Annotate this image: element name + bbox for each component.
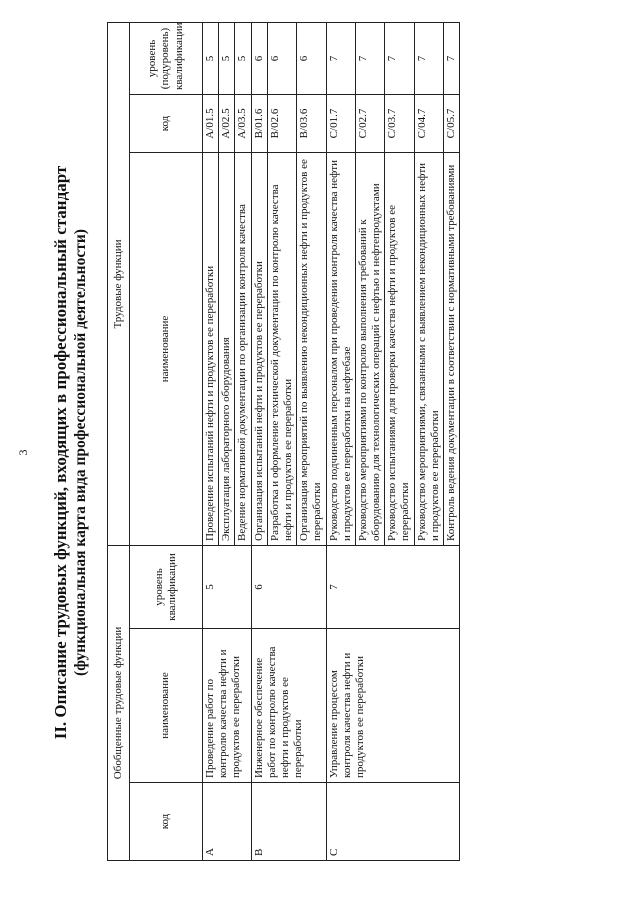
labor-function-name: Разработка и оформление технической документации по контролю качества нефти и продуктов ее переработки [267,152,296,545]
section-subtitle: (функциональная карта вида профессиональной деятельности) [72,229,89,676]
labor-function-code: А/02.5 [219,94,235,152]
labor-function-code: А/01.5 [203,94,219,152]
labor-function-code: В/03.6 [297,94,326,152]
labor-function-code: С/05.7 [444,94,460,152]
labor-function-level: 5 [203,22,219,94]
labor-function-name: Эксплуатация лабораторного оборудования [219,152,235,545]
labor-function-code: С/02.7 [355,94,384,152]
labor-function-level: 7 [385,22,414,94]
labor-function-level: 7 [355,22,384,94]
header-name: наименование [130,629,203,783]
header-sublevel: уровень (подуровень) квалификации [130,22,203,94]
generalized-level: 7 [326,545,460,628]
functions-table [107,22,460,861]
generalized-level: 6 [251,545,326,628]
labor-function-level: 6 [297,22,326,94]
header-qualification-level: уровень квалификации [130,545,203,628]
table-row [203,22,219,860]
labor-function-code: С/03.7 [385,94,414,152]
table-header-main [108,22,130,860]
labor-function-level: 7 [444,22,460,94]
section-title: II. Описание трудовых функций, входящих в профессиональный стандарт [51,165,70,740]
labor-function-level: 5 [219,22,235,94]
header-function-name: наименование [130,152,203,545]
labor-function-name: Руководство мероприятиями, связанными с выявлением некондиционных нефти и продуктов ее переработки [414,152,443,545]
generalized-name: Проведение работ по контролю качества нефти и продуктов ее переработки [203,629,252,783]
header-code: код [130,783,203,861]
labor-function-code: В/01.6 [251,94,267,152]
generalized-name: Инженерное обеспечение работ по контролю качества нефти и продуктов ее переработки [251,629,326,783]
labor-function-name: Организация мероприятий по выявлению некондиционных нефти и продуктов ее переработки [297,152,326,545]
labor-function-code: С/01.7 [326,94,355,152]
labor-function-name: Руководство подчиненным персоналом при проведении контроля качества нефти и продуктов ее переработки на нефтебазе [326,152,355,545]
generalized-code: А [203,783,252,861]
labor-function-name: Контроль ведения документации в соответствии с нормативными требованиями [444,152,460,545]
table-header-sub [130,22,203,860]
labor-function-level: 6 [267,22,296,94]
table-row [251,22,267,860]
generalized-level: 5 [203,545,252,628]
header-labor-functions: Трудовые функции [108,22,130,545]
labor-function-name: Проведение испытаний нефти и продуктов ее переработки [203,152,219,545]
labor-function-code: С/04.7 [414,94,443,152]
labor-function-level: 7 [414,22,443,94]
labor-function-name: Организация испытаний нефти и продуктов ее переработки [251,152,267,545]
labor-function-name: Руководство испытаниями для проверки качества нефти и продуктов ее переработки [385,152,414,545]
header-generalized-functions: Обобщенные трудовые функции [108,545,130,860]
labor-function-code: А/03.5 [235,94,251,152]
labor-function-level: 7 [326,22,355,94]
header-function-code: код [130,94,203,152]
labor-function-level: 5 [235,22,251,94]
generalized-code: В [251,783,326,861]
labor-function-level: 6 [251,22,267,94]
generalized-code: С [326,783,460,861]
labor-function-name: Руководство мероприятиями по контролю выполнения требований к оборудованию для технологических операций с нефтью и нефтепродуктами [355,152,384,545]
page-number: 3 [16,449,30,456]
labor-function-code: В/02.6 [267,94,296,152]
table-row [326,22,355,860]
labor-function-name: Ведение нормативной документации по организации контроля качества [235,152,251,545]
generalized-name: Управление процессом контроля качества нефти и продуктов ее переработки [326,629,460,783]
